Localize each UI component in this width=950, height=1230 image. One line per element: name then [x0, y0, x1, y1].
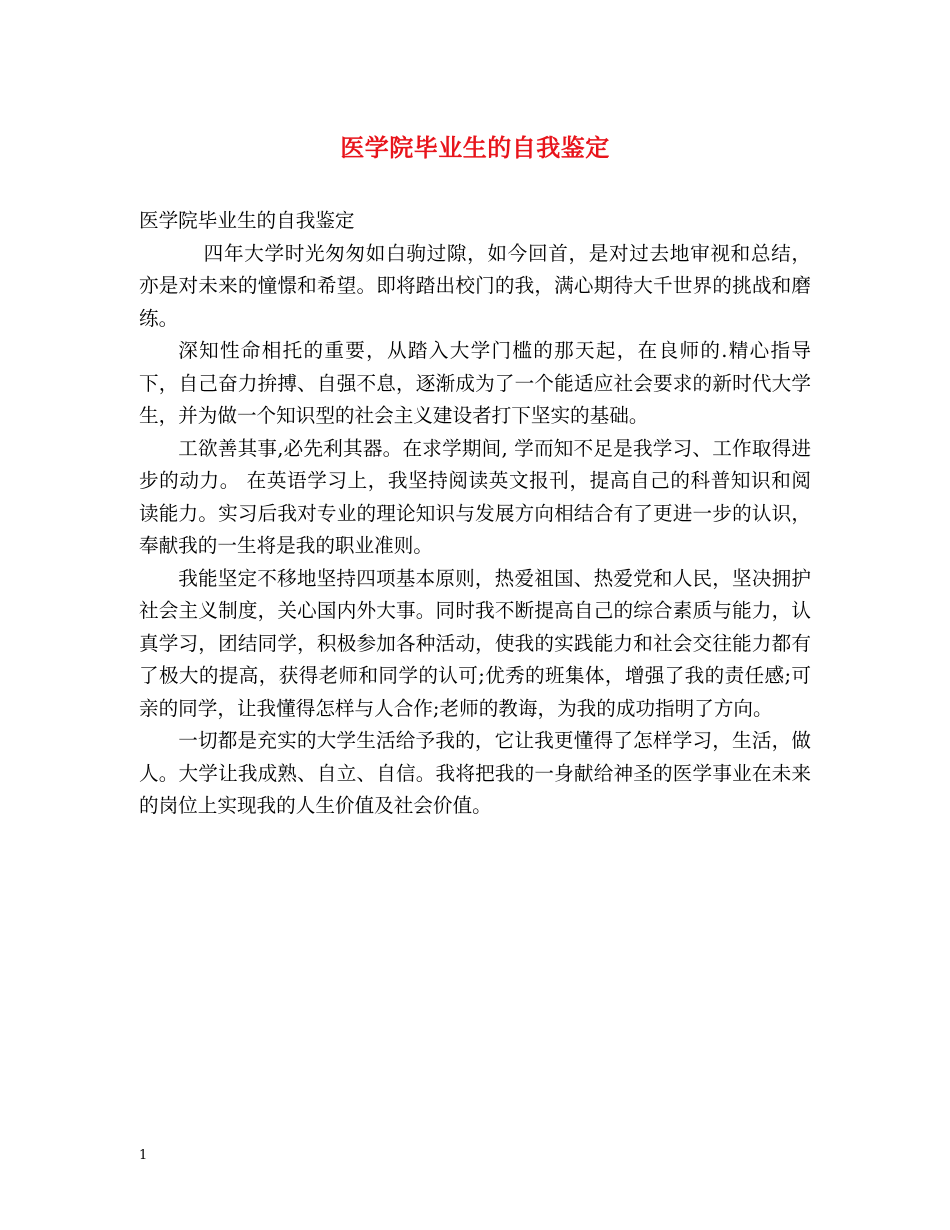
paragraph-5: 一切都是充实的大学生活给予我的，它让我更懂得了怎样学习，生活，做人。大学让我成熟、自立、自信。我将把我的一身献给神圣的医学事业在未来的岗位上实现我的人生价值及社会价值。 — [139, 729, 811, 817]
paragraph-1: 四年大学时光匆匆如白驹过隙，如今回首，是对过去地审视和总结，亦是对未来的憧憬和希望。即将踏出校门的我，满心期待大千世界的挑战和磨练。 — [139, 241, 811, 330]
document-subtitle: 医学院毕业生的自我鉴定 — [139, 209, 355, 232]
paragraph-3: 工欲善其事,必先利其器。在求学期间, 学而知不足是我学习、工作取得进步的动力。 在英语学习上，我坚持阅读英文报刊，提高自己的科普知识和阅读能力。实习后我对专业的理论知识与发展方向相结合有了更进一步的认识，奉献我的一生将是我的职业准则。 — [139, 436, 811, 557]
document-body — [139, 205, 811, 823]
paragraph-4: 我能坚定不移地坚持四项基本原则，热爱祖国、热爱党和人民，坚决拥护社会主义制度，关心国内外大事。同时我不断提高自己的综合素质与能力，认真学习，团结同学，积极参加各种活动，使我的实践能力和社会交往能力都有了极大的提高，获得老师和同学的认可;优秀的班集体，增强了我的责任感;可亲的同学，让我懂得怎样与人合作;老师的教诲，为我的成功指明了方向。 — [139, 566, 811, 720]
page-number: 1 — [139, 1148, 148, 1163]
paragraph-2: 深知性命相托的重要，从踏入大学门槛的那天起，在良师的.精心指导下，自己奋力拚搏、自强不息，逐渐成为了一个能适应社会要求的新时代大学生，并为做一个知识型的社会主义建设者打下坚实的基础。 — [139, 339, 811, 427]
document-title: 医学院毕业生的自我鉴定 — [340, 133, 610, 162]
